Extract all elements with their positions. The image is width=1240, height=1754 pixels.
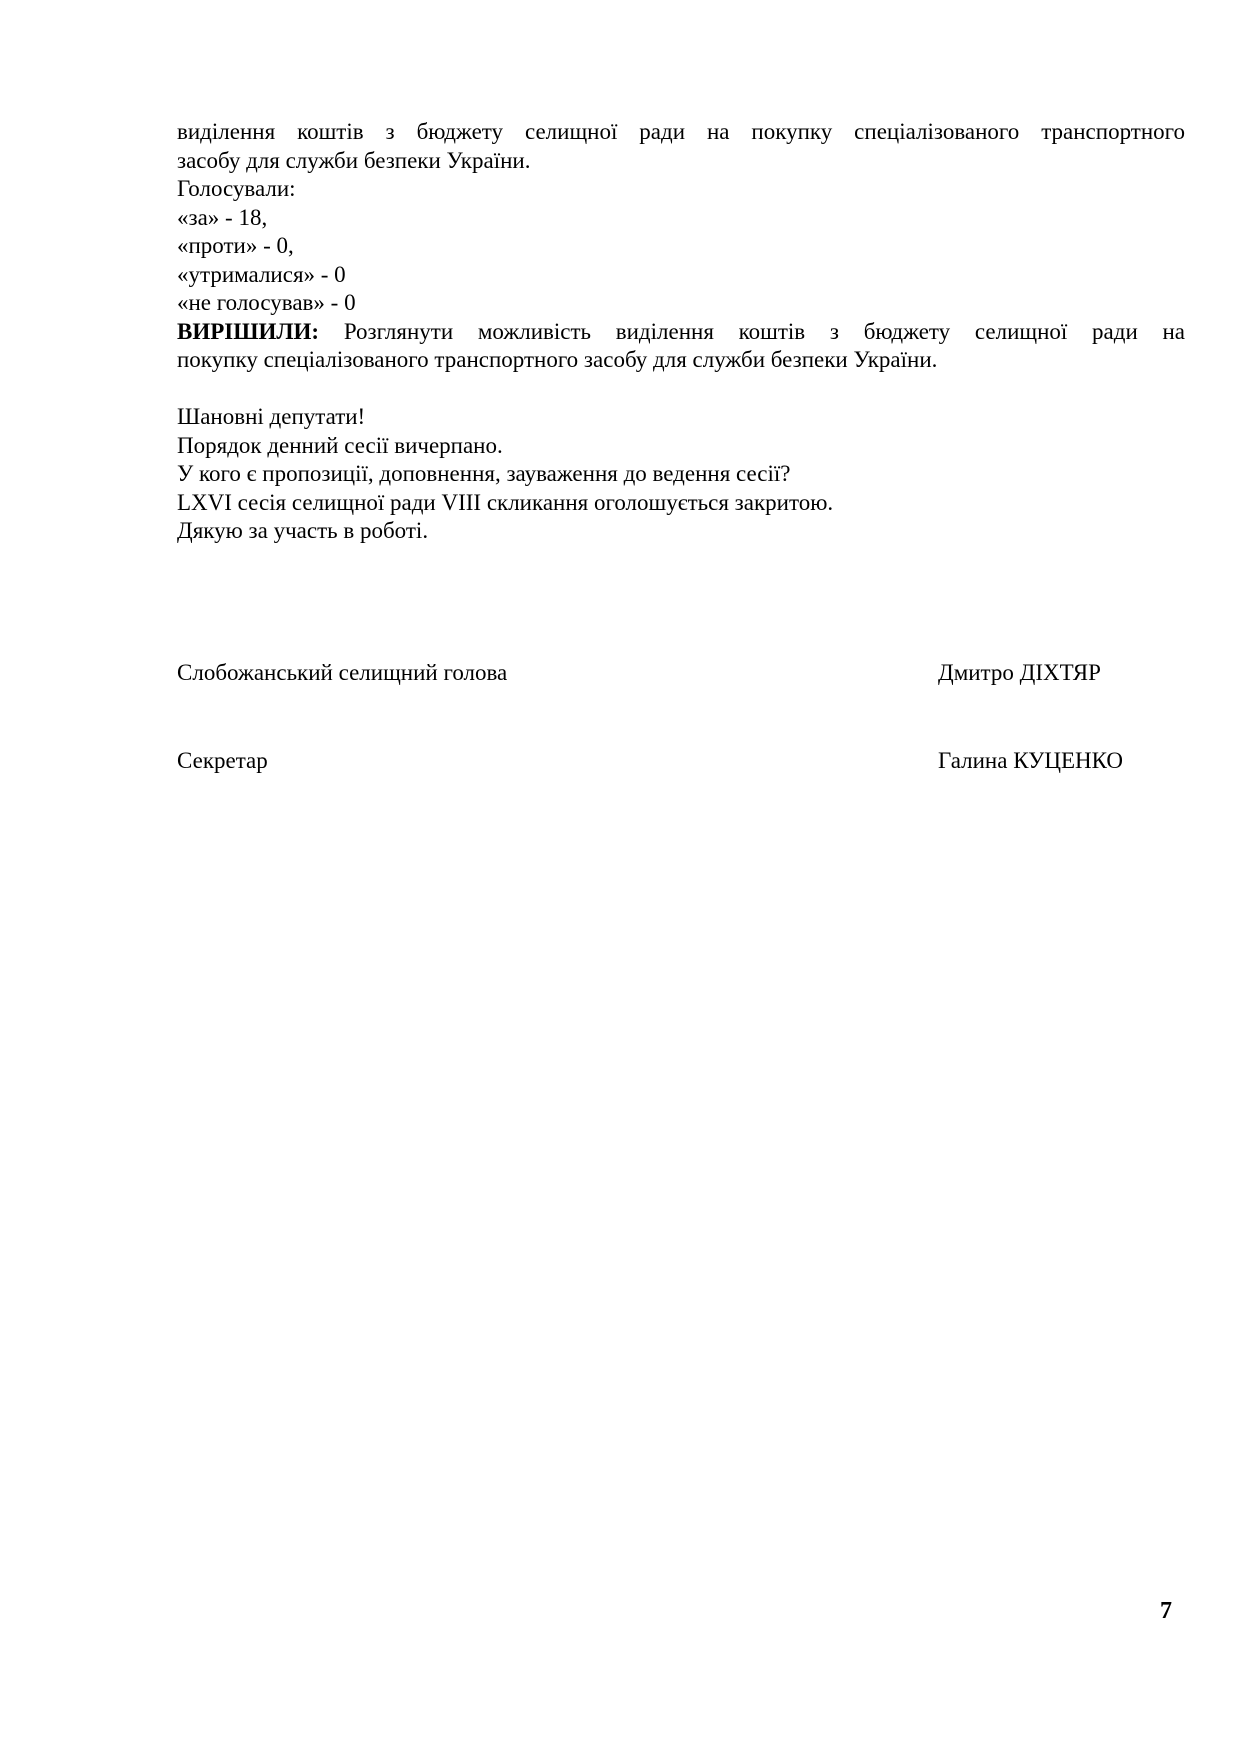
decision-intro-line-1: виділення коштів з бюджету селищної ради на покупку спеціалізованого транспортного: [177, 119, 1185, 144]
signature-head-name: Дмитро ДІХТЯР: [938, 660, 1101, 685]
closing-remarks: [177, 403, 1185, 546]
closing-question: У кого є пропозиції, доповнення, зауваження до ведення сесії?: [177, 461, 791, 486]
signature-secretary-name: Галина КУЦЕНКО: [938, 748, 1123, 773]
closing-session-closed: LXVI сесія селищної ради VIII скликання оголошується закритою.: [177, 489, 834, 515]
closing-thanks: Дякую за участь в роботі.: [177, 518, 429, 543]
resolution-label: ВИРІШИЛИ:: [177, 318, 320, 344]
vote-not-voted: «не голосував» - 0: [177, 290, 356, 315]
vote-against: «проти» - 0,: [177, 233, 294, 258]
resolution-line-2: покупку спеціалізованого транспортного засобу для служби безпеки України.: [177, 347, 938, 372]
decision-intro-paragraph: [177, 118, 1185, 375]
decision-intro-line-2: засобу для служби безпеки України.: [177, 147, 531, 173]
closing-greeting: Шановні депутати!: [177, 404, 366, 429]
resolution-line-1-text: Розглянути можливість виділення коштів з бюджету селищної ради на: [343, 318, 1186, 344]
closing-agenda-done: Порядок денний сесії вичерпано.: [177, 432, 503, 458]
vote-abstained: «утрималися» - 0: [177, 261, 346, 287]
page-number: 7: [1160, 1598, 1172, 1624]
resolution-line-1: [177, 318, 1185, 347]
signature-head-title: Слобожанський селищний голова: [177, 660, 508, 685]
vote-for: «за» - 18,: [177, 204, 268, 230]
voting-heading: Голосували:: [177, 176, 296, 201]
signature-secretary-title: Секретар: [177, 748, 268, 773]
